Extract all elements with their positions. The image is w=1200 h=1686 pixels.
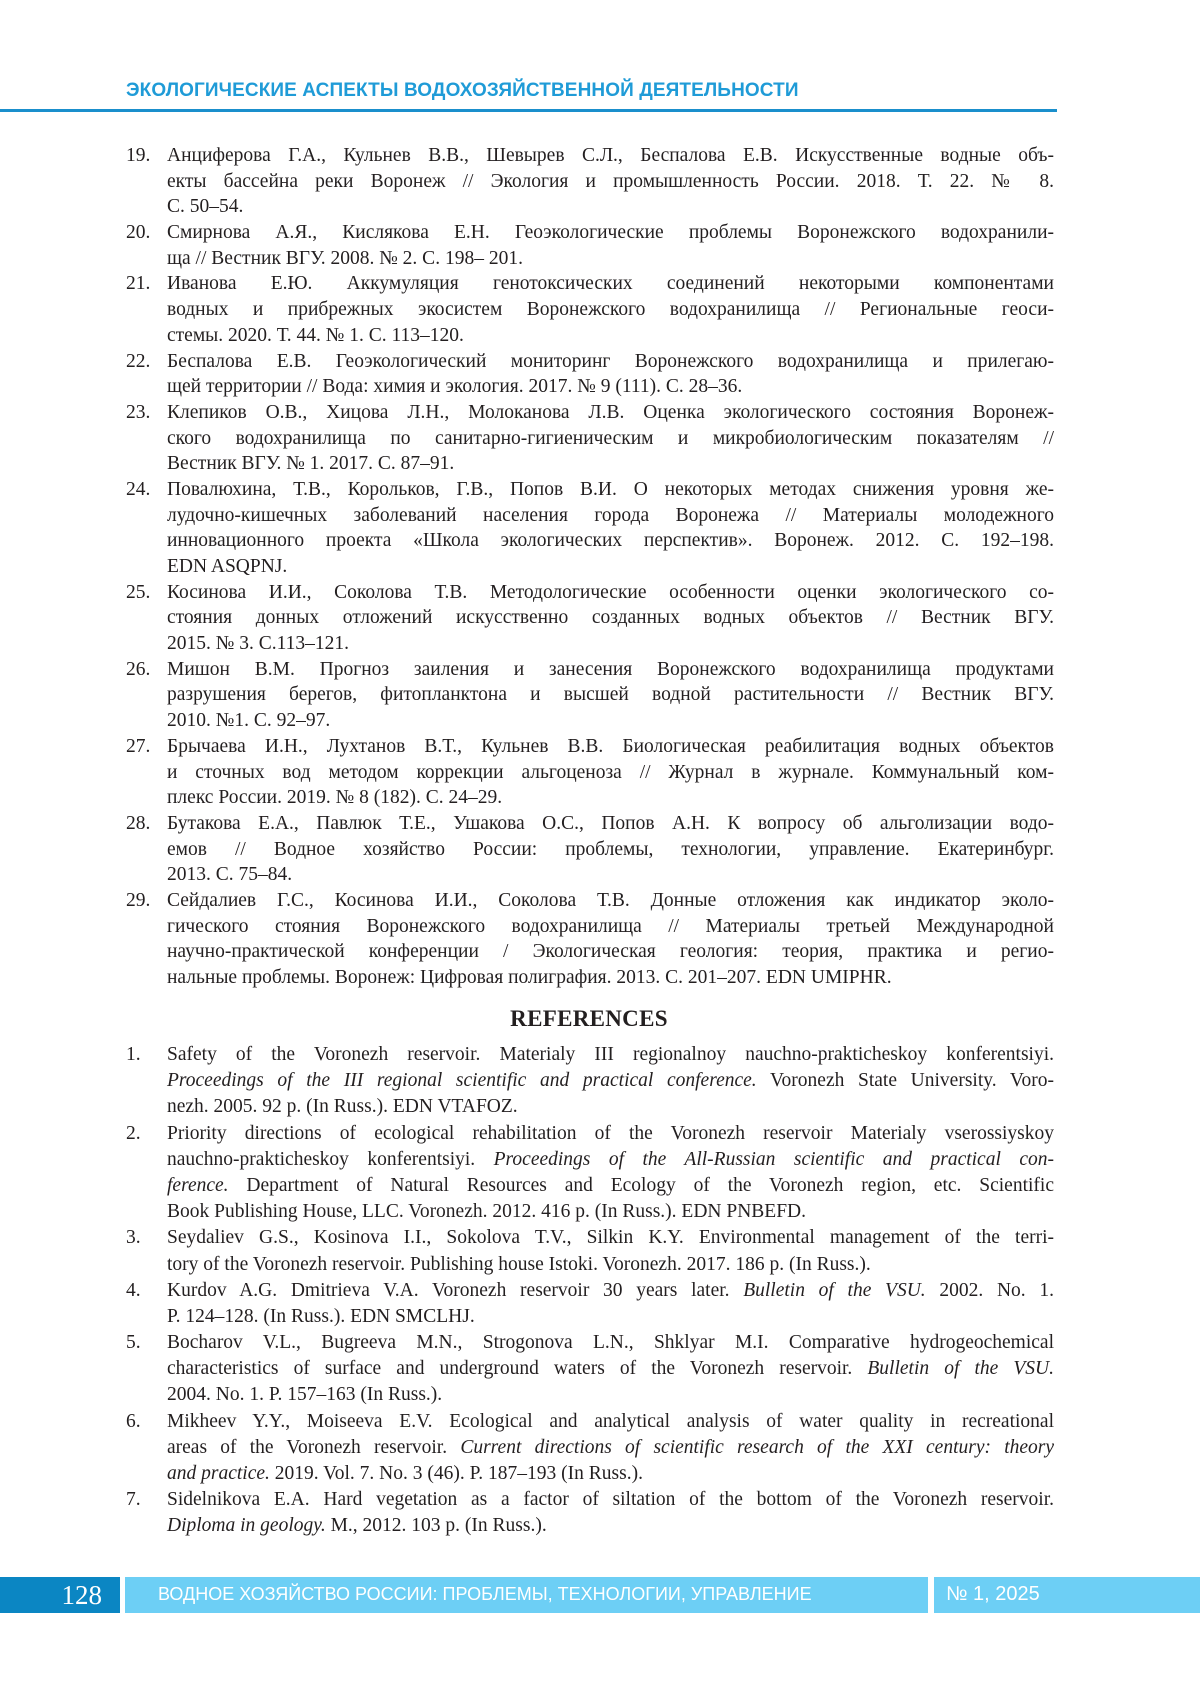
reference-line: Seydaliev G.S., Kosinova I.I., Sokolova T.V., Silkin K.Y. Environmental management of the terri- [167,1227,1054,1249]
reference-number: 21. [126,273,151,295]
reference-line: Брычаева И.Н., Лухтанов В.Т., Кульнев В.В. Биологическая реабилитация водных объектов [167,735,1054,757]
reference-line: научно-практической конференции / Экологическая геология: теория, практика и регио- [167,941,1054,963]
reference-text: 2002. No. 1. [925,1279,1054,1301]
reference-line: Priority directions of ecological rehabilitation of the Voronezh reservoir Materialy vserossiyskoy [167,1122,1054,1144]
reference-line: EDN ASQPNJ. [167,556,288,577]
reference-line: Safety of the Voronezh reservoir. Materialy III regionalnoy nauchno-prakticheskoy konferentsiyi. [167,1044,1054,1065]
reference-text: Kurdov A.G. Dmitrieva V.A. Voronezh reservoir 30 years later. [167,1279,744,1301]
reference-line: 2010. №1. С. 92–97. [167,710,331,732]
italic-source-title: Diploma in geology. [167,1515,326,1537]
reference-line: 2015. № 3. С.113–121. [167,633,350,655]
reference-line: Вестник ВГУ. № 1. 2017. С. 87–91. [167,453,455,475]
footer-page-number-box [0,1577,120,1613]
reference-text: M., 2012. 103 p. (In Russ.). [325,1515,547,1537]
reference-number: 23. [126,401,151,423]
reference-number: 7. [126,1489,141,1511]
italic-source-title: Current directions of scientific research of the XXI century: theory [460,1436,1055,1458]
reference-line: Bocharov V.L., Bugreeva M.N., Strogonova L.N., Shklyar M.I. Comparative hydrogeochemical [167,1332,1054,1354]
reference-item [126,1409,1054,1488]
italic-source-title: Bulletin of the VSU. [743,1279,926,1301]
reference-line: лудочно-кишечных заболеваний населения города Воронежа // Материалы молодежного [167,504,1054,526]
reference-line: гического стояния Воронежского водохранилища // Материалы третьей Международной [167,915,1054,937]
reference-line: Анциферова Г.А., Кульнев В.В., Шевырев С.Л., Беспалова Е.В. Искусственные водные объ- [167,145,1054,166]
reference-line: Клепиков О.В., Хицова Л.Н., Молоканова Л.В. Оценка экологического состояния Воронеж- [167,401,1054,423]
reference-text: nauchno-prakticheskoy konferentsiyi. [167,1148,494,1170]
reference-number: 24. [126,478,151,500]
english-reference-list [126,1042,1054,1540]
reference-line [167,1461,1054,1487]
reference-item [126,220,1054,271]
reference-line [167,1435,1054,1461]
reference-line: емов // Водное хозяйство России: проблемы, технологии, управление. Екатеринбург. [167,838,1054,860]
reference-line: стемы. 2020. Т. 44. № 1. С. 113–120. [167,324,464,346]
reference-item [126,657,1054,734]
footer-journal-box [125,1577,928,1613]
reference-item [126,271,1054,348]
russian-reference-list [126,143,1054,991]
reference-line: инновационного проекта «Школа экологических перспектив». Воронеж. 2012. С. 192–198. [167,530,1054,552]
italic-source-title: Bulletin of the VSU. [867,1358,1054,1380]
reference-line [167,1278,1054,1304]
reference-line [167,1356,1054,1382]
reference-text: Department of Natural Resources and Ecology of the Voronezh region, etc. Scientific [228,1174,1054,1196]
reference-line: водных и прибрежных экосистем Воронежского водохранилища // Региональные геоси- [167,299,1054,321]
footer-issue-box [934,1577,1200,1613]
reference-line: nezh. 2005. 92 p. (In Russ.). EDN VTAFOZ. [167,1096,518,1118]
reference-line: Sidelnikova E.A. Hard vegetation as a factor of siltation of the bottom of the Voronezh reservoir. [167,1489,1054,1511]
reference-line: P. 124–128. (In Russ.). EDN SMCLHJ. [167,1305,475,1327]
italic-source-title: Proceedings of the III regional scientific and practical conference. [167,1070,757,1092]
reference-line [167,1173,1054,1199]
reference-number: 4. [126,1279,141,1301]
reference-line: щей территории // Вода: химия и экология. 2017. № 9 (111). С. 28–36. [167,376,743,398]
reference-line: tory of the Voronezh reservoir. Publishing house Istoki. Voronezh. 2017. 186 p. (In Russ.). [167,1253,871,1275]
references-heading: REFERENCES [510,1006,668,1031]
reference-number: 29. [126,889,151,911]
reference-line: Косинова И.И., Соколова Т.В. Методологические особенности оценки экологического со- [167,581,1054,603]
reference-line [167,1068,1054,1094]
reference-line: 2004. No. 1. P. 157–163 (In Russ.). [167,1384,443,1406]
reference-item [126,1487,1054,1539]
reference-item [126,143,1054,220]
reference-number: 28. [126,812,151,834]
italic-source-title: and practice. [167,1463,270,1484]
page-number: 128 [61,1580,102,1610]
reference-line: Бутакова Е.А., Павлюк Т.Е., Ушакова О.С., Попов А.Н. К вопросу об альголизации водо- [167,812,1054,834]
reference-item [126,477,1054,580]
reference-line: Mikheev Y.Y., Moiseeva E.V. Ecological and analytical analysis of water quality in recreational [167,1410,1054,1432]
italic-source-title: Proceedings of the All-Russian scientific and practical con- [493,1148,1054,1170]
reference-line: Иванова Е.Ю. Аккумуляция генотоксических соединений некоторыми компонентами [167,273,1054,295]
reference-number: 26. [126,658,151,680]
reference-line: и сточных вод методом коррекции альгоценоза // Журнал в журнале. Коммунальный ком- [167,761,1054,783]
reference-item [126,1225,1054,1277]
reference-line: нальные проблемы. Воронеж: Цифровая полиграфия. 2013. С. 201–207. EDN UMIPHR. [167,967,892,988]
reference-line [167,1147,1054,1173]
reference-item [126,580,1054,657]
reference-line: Book Publishing House, LLC. Voronezh. 2012. 416 p. (In Russ.). EDN PNBEFD. [167,1201,807,1223]
reference-number: 2. [126,1122,141,1144]
reference-number: 25. [126,581,151,603]
reference-line: екты бассейна реки Воронеж // Экология и промышленность России. 2018. Т. 22. № 8. [167,170,1054,192]
journal-title: ВОДНОЕ ХОЗЯЙСТВО РОССИИ: ПРОБЛЕМЫ, ТЕХНОЛОГИИ, УПРАВЛЕНИЕ [158,1584,812,1604]
reference-number: 20. [126,222,151,244]
reference-item [126,1121,1054,1226]
reference-line: стояния донных отложений искусственно созданных водных объектов // Вестник ВГУ. [167,607,1054,629]
reference-item [126,1042,1054,1121]
reference-line: ща // Вестник ВГУ. 2008. № 2. С. 198– 201. [167,247,523,269]
reference-line: плекс России. 2019. № 8 (182). С. 24–29. [167,787,503,809]
reference-number: 22. [126,350,151,372]
reference-line: ского водохранилища по санитарно-гигиеническим и микробиологическим показателям // [167,427,1054,449]
reference-item [126,1330,1054,1409]
reference-number: 3. [126,1227,141,1249]
italic-source-title: ference. [167,1174,229,1196]
reference-text: characteristics of surface and underground waters of the Voronezh reservoir. [167,1358,868,1380]
reference-number: 6. [126,1410,141,1432]
header-rule [0,109,1057,112]
reference-number: 1. [126,1044,141,1065]
reference-line: Повалюхина, Т.В., Корольков, Г.В., Попов В.И. О некоторых методах снижения уровня же- [167,478,1054,500]
reference-line: разрушения берегов, фитопланктона и высшей водной растительности // Вестник ВГУ. [167,684,1054,706]
reference-item [126,400,1054,477]
issue-number: № 1, 2025 [946,1583,1040,1605]
reference-line [167,1513,1054,1539]
reference-line: Смирнова А.Я., Кислякова Е.Н. Геоэкологические проблемы Воронежского водохранили- [167,222,1054,244]
reference-line: Сейдалиев Г.С., Косинова И.И., Соколова Т.В. Донные отложения как индикатор эколо- [167,889,1054,911]
reference-item [126,349,1054,400]
reference-text: areas of the Voronezh reservoir. [167,1436,461,1458]
reference-text: Voronezh State University. Voro- [756,1070,1054,1092]
reference-line: 2013. С. 75–84. [167,864,293,886]
reference-line: Беспалова Е.В. Геоэкологический мониторинг Воронежского водохранилища и прилегаю- [167,350,1054,372]
reference-text: 2019. Vol. 7. No. 3 (46). P. 187–193 (In Russ.). [269,1463,643,1484]
reference-item [126,734,1054,811]
reference-item [126,1278,1054,1330]
reference-item [126,888,1054,991]
reference-item [126,811,1054,888]
reference-line: С. 50–54. [167,196,244,218]
reference-line: Мишон В.М. Прогноз заиления и занесения Воронежского водохранилища продуктами [167,658,1054,680]
reference-number: 19. [126,145,151,166]
reference-number: 5. [126,1332,141,1354]
running-head-title: ЭКОЛОГИЧЕСКИЕ АСПЕКТЫ ВОДОХОЗЯЙСТВЕННОЙ ДЕЯТЕЛЬНОСТИ [126,80,799,101]
reference-number: 27. [126,735,151,757]
